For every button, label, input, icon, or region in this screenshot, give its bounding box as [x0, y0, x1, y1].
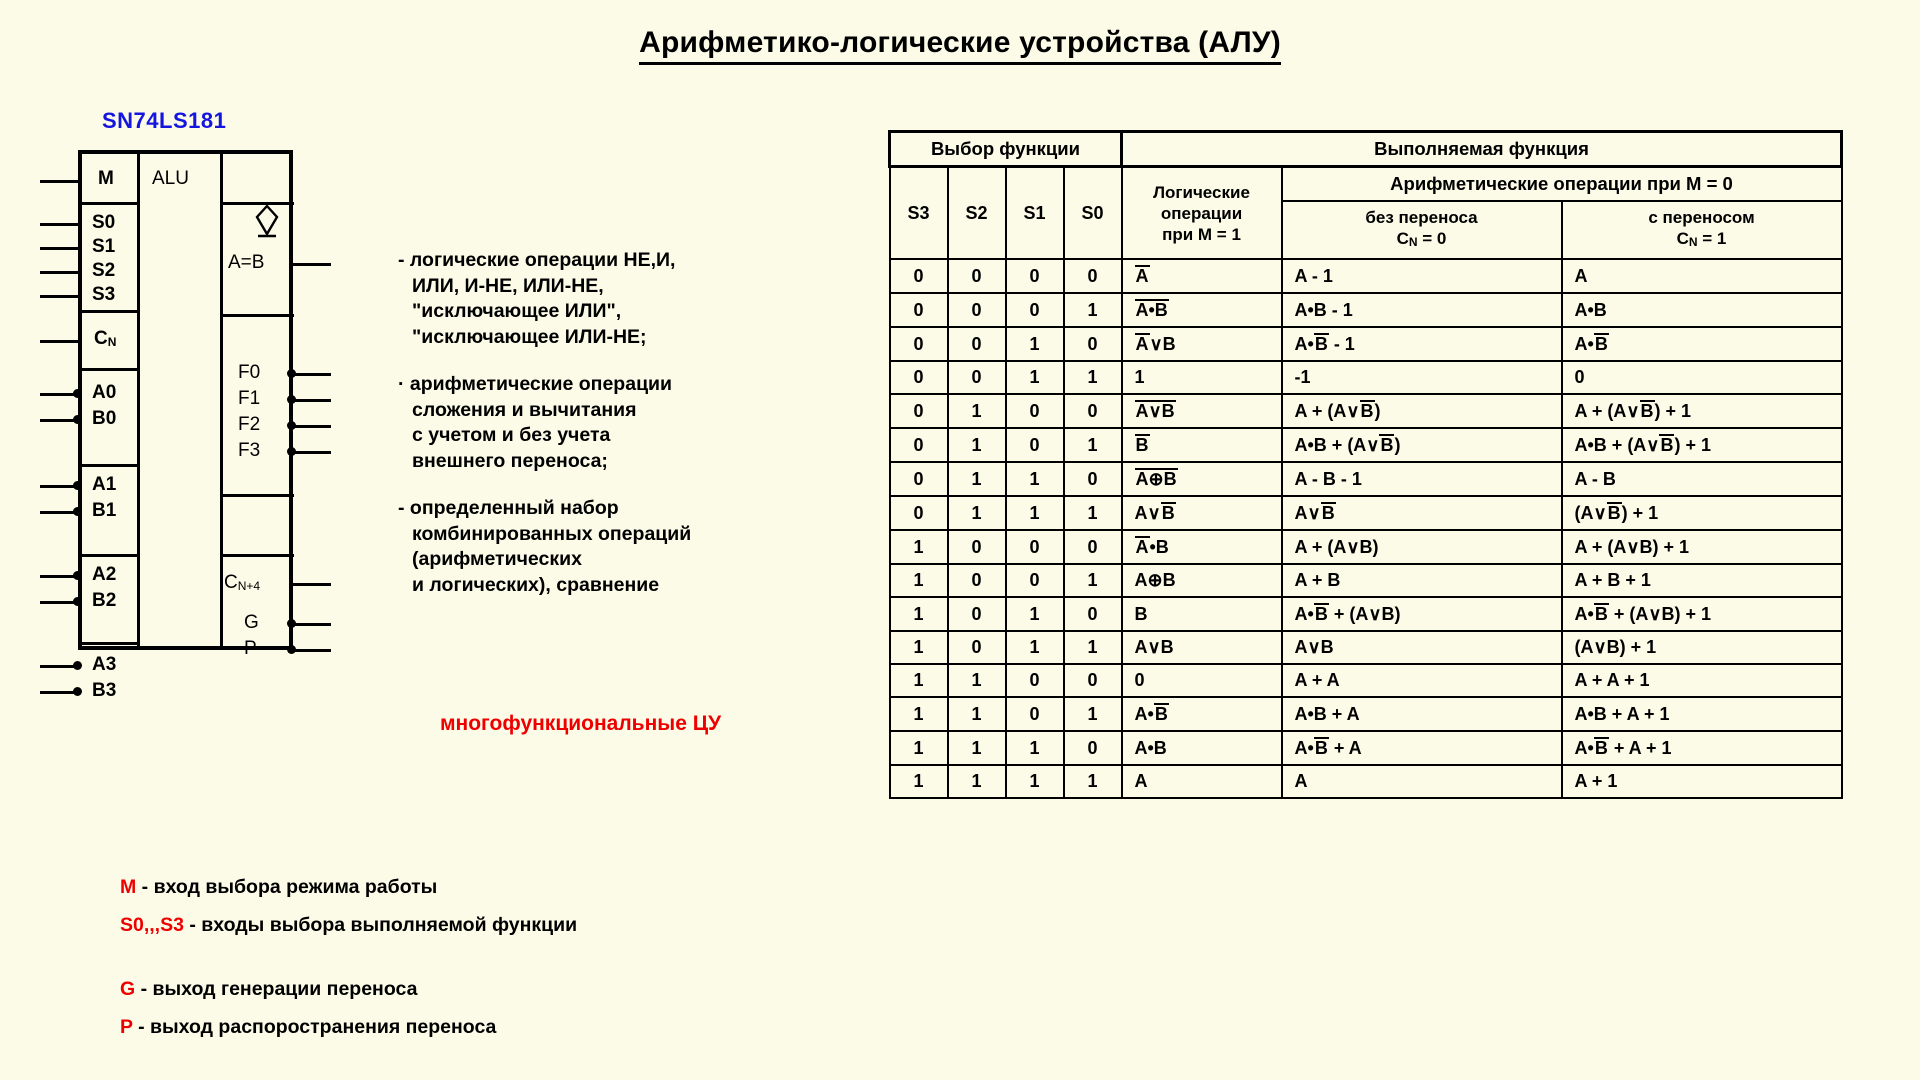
wire-s2: [40, 271, 80, 274]
wire-s1: [40, 247, 80, 250]
pin-label-s2: S2: [92, 260, 116, 281]
feature-bullet-3-line-3: (арифметических: [412, 548, 582, 570]
cell-bit-s2: 0: [948, 327, 1006, 361]
chip-sep-m: [82, 202, 137, 205]
cell-bit-s3: 0: [890, 462, 948, 496]
cell-bit-s3: 1: [890, 731, 948, 765]
cell-arith-with-carry: 0: [1562, 361, 1842, 394]
header-no-carry-cond: CN = 0: [1396, 229, 1447, 249]
header-s2: S2: [948, 167, 1006, 260]
cell-logic-operation: A∨B: [1122, 327, 1282, 361]
table-header-row-2: [890, 167, 1842, 202]
cell-bit-s1: 0: [1006, 259, 1064, 293]
pin-label-f0: F0: [238, 362, 261, 383]
cell-bit-s2: 0: [948, 293, 1006, 327]
cell-bit-s1: 0: [1006, 394, 1064, 428]
legend-text-p: - выход распоространения переноса: [132, 1016, 497, 1038]
header-logic-line-3: при M = 1: [1162, 224, 1241, 244]
table-row: [890, 564, 1842, 597]
legend-spacer: [120, 944, 577, 970]
pin-dot-a3: [73, 661, 82, 670]
header-arith-group: Арифметические операции при M = 0: [1282, 167, 1842, 202]
cell-bit-s0: 0: [1064, 327, 1122, 361]
pin-label-cn4: [224, 572, 260, 594]
cell-arith-with-carry: A•B + (A∨B) + 1: [1562, 597, 1842, 631]
pin-dot-b3: [73, 687, 82, 696]
table-row: [890, 462, 1842, 496]
header-function-group: Выполняемая функция: [1122, 132, 1842, 167]
pin-dot-a2: [73, 571, 82, 580]
cell-bit-s2: 1: [948, 664, 1006, 697]
header-s3: S3: [890, 167, 948, 260]
legend-item-g: [120, 970, 577, 1008]
wire-m: [40, 180, 80, 183]
cell-arith-no-carry: A + A: [1282, 664, 1562, 697]
table-body: [890, 259, 1842, 798]
wire-f2: [291, 425, 331, 428]
table-row: [890, 361, 1842, 394]
cell-bit-s2: 1: [948, 697, 1006, 731]
table-header-row-1: [890, 132, 1842, 167]
legend-text-m: - вход выбора режима работы: [136, 876, 438, 898]
chip-sep-f: [220, 494, 294, 497]
cell-arith-with-carry: A•B: [1562, 293, 1842, 327]
chip-sep-ab0: [82, 464, 137, 467]
header-select-group: Выбор функции: [890, 132, 1122, 167]
cell-bit-s1: 1: [1006, 327, 1064, 361]
pin-label-a0: A0: [92, 382, 117, 403]
pin-dot-a1: [73, 481, 82, 490]
wire-aeqb: [291, 263, 331, 266]
cell-arith-with-carry: A•B + (A∨B) + 1: [1562, 428, 1842, 462]
cell-bit-s3: 1: [890, 631, 948, 664]
legend-text-g: - выход генерации переноса: [135, 978, 418, 1000]
cell-logic-operation: A•B: [1122, 731, 1282, 765]
cell-logic-operation: A⊕B: [1122, 462, 1282, 496]
page-title: [0, 26, 1920, 60]
cell-bit-s1: 1: [1006, 496, 1064, 530]
cell-bit-s1: 1: [1006, 765, 1064, 798]
cell-bit-s3: 1: [890, 564, 948, 597]
pin-label-s3: S3: [92, 284, 116, 305]
cell-bit-s1: 0: [1006, 564, 1064, 597]
feature-bullet-2-line-4: внешнего переноса;: [412, 449, 608, 472]
legend-key-p: P: [120, 1016, 133, 1038]
cell-bit-s1: 1: [1006, 597, 1064, 631]
cell-bit-s3: 1: [890, 697, 948, 731]
wire-cn4: [291, 583, 331, 586]
chip-sep-ab2: [82, 642, 137, 645]
header-logic-line-2: операции: [1160, 203, 1243, 223]
cell-arith-no-carry: -1: [1282, 361, 1562, 394]
cell-arith-no-carry: A•B + A: [1282, 697, 1562, 731]
feature-bullet-1-line-3: "исключающее ИЛИ",: [412, 300, 622, 322]
feature-bullet-2-line-3: с учетом и без учета: [412, 424, 611, 446]
table-row: [890, 765, 1842, 798]
highlight-note: многофункциональные ЦУ: [440, 712, 722, 735]
cell-arith-with-carry: A•B + A + 1: [1562, 697, 1842, 731]
cell-bit-s1: 0: [1006, 530, 1064, 564]
legend-key-g: G: [120, 978, 136, 1000]
pin-label-p: P: [244, 638, 257, 659]
cell-bit-s1: 1: [1006, 631, 1064, 664]
cell-arith-with-carry: A - B: [1562, 462, 1842, 496]
cell-bit-s2: 0: [948, 631, 1006, 664]
cell-bit-s3: 1: [890, 765, 948, 798]
feature-bullet-3-line-2: комбинированных операций: [412, 522, 692, 545]
table-row: [890, 327, 1842, 361]
pin-dot-b1: [73, 507, 82, 516]
header-s1: S1: [1006, 167, 1064, 260]
table-row: [890, 631, 1842, 664]
legend-item-p: [120, 1008, 577, 1046]
cell-bit-s2: 1: [948, 496, 1006, 530]
cell-arith-with-carry: (A∨B) + 1: [1562, 631, 1842, 664]
table-row: [890, 428, 1842, 462]
wire-s0: [40, 223, 80, 226]
chip-sep-s: [82, 310, 137, 313]
header-with-carry-cond: CN = 1: [1676, 229, 1727, 249]
cell-arith-no-carry: A + (A∨B): [1282, 530, 1562, 564]
pin-label-cn-main: C: [94, 328, 108, 349]
cell-logic-operation: 1: [1122, 361, 1282, 394]
pin-dot-f3: [287, 447, 296, 456]
header-no-carry-label: без переноса: [1365, 208, 1478, 227]
cell-logic-operation: A∨B: [1122, 394, 1282, 428]
cell-bit-s2: 0: [948, 259, 1006, 293]
wire-f1: [291, 399, 331, 402]
cell-bit-s0: 1: [1064, 564, 1122, 597]
pin-dot-a0: [73, 389, 82, 398]
pin-dot-f0: [287, 369, 296, 378]
cell-bit-s3: 0: [890, 428, 948, 462]
legend-key-s: S0,,,S3: [120, 914, 184, 936]
feature-bullet-3-line-1: - определенный набор: [398, 497, 619, 519]
chip-sep-cn4: [220, 554, 294, 557]
feature-bullet-1: [398, 248, 828, 350]
cell-bit-s3: 1: [890, 530, 948, 564]
cell-bit-s1: 0: [1006, 664, 1064, 697]
pin-label-aeqb: A=B: [228, 252, 265, 273]
page-title-text: Арифметико-логические устройства (АЛУ): [639, 26, 1281, 65]
cell-arith-no-carry: A∨B: [1282, 496, 1562, 530]
cell-bit-s0: 0: [1064, 597, 1122, 631]
chip-divider-left: [137, 154, 140, 646]
pin-label-a3: A3: [92, 654, 117, 675]
cell-bit-s0: 0: [1064, 394, 1122, 428]
feature-bullet-1-line-2: ИЛИ, И-НЕ, ИЛИ-НЕ,: [412, 274, 604, 297]
wire-f0: [291, 373, 331, 376]
cell-bit-s3: 1: [890, 664, 948, 697]
table-head: [890, 132, 1842, 260]
cell-logic-operation: A∨B: [1122, 496, 1282, 530]
cell-bit-s3: 0: [890, 496, 948, 530]
feature-bullet-2: [398, 372, 828, 474]
table-row: [890, 394, 1842, 428]
diamond-open-collector-icon: [254, 204, 280, 238]
cell-bit-s2: 1: [948, 428, 1006, 462]
chip-sep-ab1: [82, 554, 137, 557]
cell-arith-no-carry: A•B + (A∨B): [1282, 597, 1562, 631]
cell-arith-with-carry: A: [1562, 259, 1842, 293]
pin-label-b3: B3: [92, 680, 117, 701]
table-row: [890, 530, 1842, 564]
cell-bit-s2: 1: [948, 731, 1006, 765]
legend-item-m: [120, 868, 577, 906]
pin-label-f2: F2: [238, 414, 261, 435]
pin-dot-b0: [73, 415, 82, 424]
cell-arith-with-carry: A + (A∨B) + 1: [1562, 394, 1842, 428]
chip-part-number: SN74LS181: [102, 108, 227, 133]
feature-bullet-2-line-1: · арифметические операции: [398, 373, 673, 395]
cell-arith-with-carry: (A∨B) + 1: [1562, 496, 1842, 530]
feature-bullet-1-line-1: - логические операции НЕ,И,: [398, 249, 676, 271]
chip-divider-right: [220, 154, 223, 646]
chip-sep-cn: [82, 368, 137, 371]
cell-arith-with-carry: A + A + 1: [1562, 664, 1842, 697]
cell-logic-operation: A•B: [1122, 697, 1282, 731]
header-s0: S0: [1064, 167, 1122, 260]
pin-legend: [120, 868, 577, 1046]
cell-arith-no-carry: A + (A∨B): [1282, 394, 1562, 428]
cell-bit-s3: 0: [890, 293, 948, 327]
cell-bit-s0: 0: [1064, 731, 1122, 765]
pin-dot-f2: [287, 421, 296, 430]
cell-arith-no-carry: A: [1282, 765, 1562, 798]
wire-p: [291, 649, 331, 652]
chip-block-label: ALU: [152, 168, 189, 189]
cell-bit-s3: 0: [890, 259, 948, 293]
cell-arith-with-carry: A•B: [1562, 327, 1842, 361]
chip-sep-aeqb: [220, 314, 294, 317]
cell-arith-no-carry: A•B - 1: [1282, 327, 1562, 361]
header-with-carry-label: с переносом: [1648, 208, 1755, 227]
cell-arith-no-carry: A•B + (A∨B): [1282, 428, 1562, 462]
pin-label-cn-sub: N: [107, 335, 117, 349]
cell-arith-with-carry: A + (A∨B) + 1: [1562, 530, 1842, 564]
cell-bit-s3: 0: [890, 394, 948, 428]
wire-s3: [40, 295, 80, 298]
cell-bit-s3: 0: [890, 327, 948, 361]
cell-bit-s3: 0: [890, 361, 948, 394]
pin-label-f1: F1: [238, 388, 261, 409]
cell-arith-no-carry: A + B: [1282, 564, 1562, 597]
pin-dot-b2: [73, 597, 82, 606]
cell-logic-operation: A•B: [1122, 293, 1282, 327]
cell-bit-s1: 0: [1006, 428, 1064, 462]
legend-key-m: M: [120, 876, 137, 898]
cell-bit-s2: 0: [948, 564, 1006, 597]
cell-bit-s0: 1: [1064, 428, 1122, 462]
cell-bit-s2: 1: [948, 394, 1006, 428]
cell-bit-s0: 1: [1064, 765, 1122, 798]
feature-bullet-3: [398, 496, 828, 598]
cell-arith-with-carry: A + 1: [1562, 765, 1842, 798]
legend-text-s: - входы выбора выполняемой функции: [183, 914, 578, 936]
cell-bit-s0: 1: [1064, 361, 1122, 394]
pin-label-cn4-sub: N+4: [237, 579, 261, 593]
table-row: [890, 731, 1842, 765]
cell-logic-operation: A: [1122, 765, 1282, 798]
cell-bit-s0: 1: [1064, 697, 1122, 731]
cell-bit-s0: 1: [1064, 631, 1122, 664]
table-row: [890, 259, 1842, 293]
header-no-carry-sub: N: [1408, 235, 1418, 249]
cell-arith-no-carry: A - B - 1: [1282, 462, 1562, 496]
pin-label-s1: S1: [92, 236, 116, 257]
pin-label-g: G: [244, 612, 259, 633]
wire-g: [291, 623, 331, 626]
cell-arith-with-carry: A•B + A + 1: [1562, 731, 1842, 765]
cell-bit-s2: 0: [948, 361, 1006, 394]
cell-bit-s2: 0: [948, 530, 1006, 564]
header-no-carry: [1282, 201, 1562, 259]
pin-label-cn4-main: C: [224, 572, 238, 593]
cell-bit-s0: 0: [1064, 530, 1122, 564]
cell-logic-operation: A⊕B: [1122, 564, 1282, 597]
table-row: [890, 293, 1842, 327]
cell-bit-s1: 1: [1006, 731, 1064, 765]
pin-label-cn: [94, 328, 116, 350]
pin-label-b2: B2: [92, 590, 117, 611]
cell-bit-s0: 1: [1064, 293, 1122, 327]
header-logic-line-1: Логические: [1153, 182, 1250, 202]
cell-logic-operation: 0: [1122, 664, 1282, 697]
pin-label-a1: A1: [92, 474, 117, 495]
cell-bit-s2: 0: [948, 597, 1006, 631]
cell-logic-operation: B: [1122, 597, 1282, 631]
pin-label-b0: B0: [92, 408, 117, 429]
feature-bullet-3-line-4: и логических), сравнение: [412, 573, 660, 596]
cell-bit-s0: 0: [1064, 259, 1122, 293]
pin-label-s0: S0: [92, 212, 116, 233]
cell-logic-operation: A∨B: [1122, 631, 1282, 664]
wire-f3: [291, 451, 331, 454]
cell-arith-no-carry: A•B + A: [1282, 731, 1562, 765]
cell-logic-operation: A: [1122, 259, 1282, 293]
chip-diagram: [40, 108, 360, 701]
pin-label-a2: A2: [92, 564, 117, 585]
legend-item-s: [120, 906, 577, 944]
pin-dot-f1: [287, 395, 296, 404]
feature-description: [398, 248, 828, 620]
function-truth-table: [888, 130, 1843, 799]
cell-bit-s1: 1: [1006, 462, 1064, 496]
cell-arith-no-carry: A•B - 1: [1282, 293, 1562, 327]
feature-bullet-2-line-2: сложения и вычитания: [412, 398, 637, 421]
header-with-carry: [1562, 201, 1842, 259]
cell-bit-s0: 0: [1064, 462, 1122, 496]
pin-dot-p: [287, 645, 296, 654]
cell-bit-s0: 0: [1064, 664, 1122, 697]
cell-bit-s1: 1: [1006, 361, 1064, 394]
table-row: [890, 496, 1842, 530]
wire-cn: [40, 340, 80, 343]
header-logic-col: [1122, 167, 1282, 260]
cell-bit-s2: 1: [948, 462, 1006, 496]
table-row: [890, 697, 1842, 731]
cell-arith-no-carry: A∨B: [1282, 631, 1562, 664]
cell-logic-operation: A•B: [1122, 530, 1282, 564]
cell-arith-no-carry: A - 1: [1282, 259, 1562, 293]
feature-bullet-1-line-4: "исключающее ИЛИ-НЕ;: [412, 325, 647, 348]
pin-dot-g: [287, 619, 296, 628]
cell-logic-operation: B: [1122, 428, 1282, 462]
header-with-carry-sub: N: [1688, 235, 1698, 249]
table-row: [890, 664, 1842, 697]
cell-bit-s0: 1: [1064, 496, 1122, 530]
cell-bit-s1: 0: [1006, 697, 1064, 731]
table-row: [890, 597, 1842, 631]
cell-bit-s2: 1: [948, 765, 1006, 798]
cell-bit-s3: 1: [890, 597, 948, 631]
chip-body: [78, 150, 293, 701]
cell-bit-s1: 0: [1006, 293, 1064, 327]
pin-label-f3: F3: [238, 440, 261, 461]
cell-arith-with-carry: A + B + 1: [1562, 564, 1842, 597]
pin-label-m: M: [98, 168, 114, 189]
pin-label-b1: B1: [92, 500, 117, 521]
